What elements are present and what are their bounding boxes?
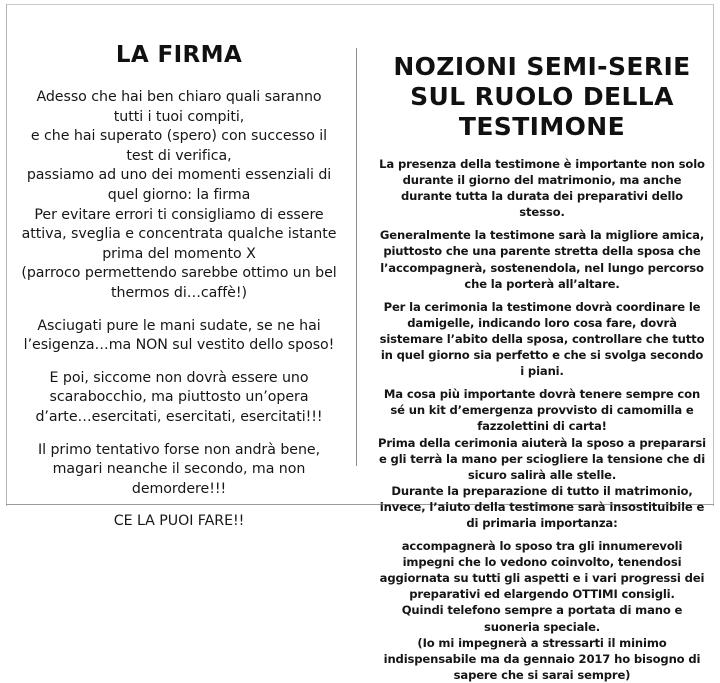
paragraph: Durante la preparazione di tutto il matrimonio, invece, l’aiuto della testimone sarà insostituibile e di primaria importanza: [379, 483, 705, 530]
paragraph: Adesso che hai ben chiaro quali saranno tutti i tuoi compiti, [36, 89, 322, 125]
left-column-title: LA FIRMA [115, 42, 243, 68]
paragraph: Per la cerimonia la testimone dovrà coordinare le damigelle, indicando loro cosa fare, dovrà sistemare l’abito della sposa, controllare che tutto in quel giorno sia perfetto e che si svolga secondo i piani. [379, 299, 705, 379]
paragraph: E poi, siccome non dovrà essere uno scarabocchio, ma piuttosto un’opera d’arte…esercitati, esercitati, esercitati!!! [35, 369, 323, 425]
paragraph: Generalmente la testimone sarà la migliore amica, piuttosto che una parente stretta della sposa che l’accompagnerà, sostenendola, nel lungo percorso che la porterà all’altare. [379, 228, 705, 291]
right-column [356, 0, 720, 682]
closing-line: (Io mi impegnerà a stressarti il minimo indispensabile ma da gennaio 2017 ho bisogno di sapere che si sarai sempre) [383, 635, 701, 682]
right-column-title: NOZIONI SEMI-SERIE SUL RUOLO DELLA TESTIMONE [393, 52, 691, 141]
paragraph: (parroco permettendo sarebbe ottimo un bel thermos di…caffè!) [21, 265, 337, 301]
paragraph: Quindi telefono sempre a portata di mano e suoneria speciale. [401, 603, 683, 634]
paragraph: La presenza della testimone è importante non solo durante il giorno del matrimonio, ma anche durante tutta la durata dei preparativi dello stesso. [379, 157, 705, 220]
paragraph: Il primo tentativo forse non andrà bene, magari neanche il secondo, ma non demordere!!! [37, 441, 321, 497]
paragraph: passiamo ad uno dei momenti essenziali di quel giorno: la firma [26, 167, 332, 203]
paragraph: Prima della cerimonia aiuterà la sposo a prepararsi e gli terrà la mano per sciogliere la tensione che di sicuro salirà alle stelle. [378, 435, 706, 482]
paragraph: Asciugati pure le mani sudate, se ne hai l’esigenza…ma NON sul vestito dello sposo! [23, 317, 335, 354]
paragraph: Per evitare errori ti consigliamo di essere attiva, sveglia e concentrata qualche istante prima del momento X [21, 206, 337, 262]
paragraph: accompagnerà lo sposo tra gli innumerevoli impegni che lo vedono coinvolto, tenendosi aggiornata su tutti gli aspetti e i vari progressi dei preparativi ed elargendo OTTIMI consigli. [379, 539, 705, 602]
left-column [0, 0, 356, 530]
paragraph: e che hai superato (spero) con successo il test di verifica, [30, 128, 328, 164]
paragraph: Ma cosa più importante dovrà tenere sempre con sé un kit d’emergenza provvisto di camomilla e fazzolettini di carta! [383, 387, 701, 434]
closing-line: CE LA PUOI FARE!! [113, 513, 245, 530]
